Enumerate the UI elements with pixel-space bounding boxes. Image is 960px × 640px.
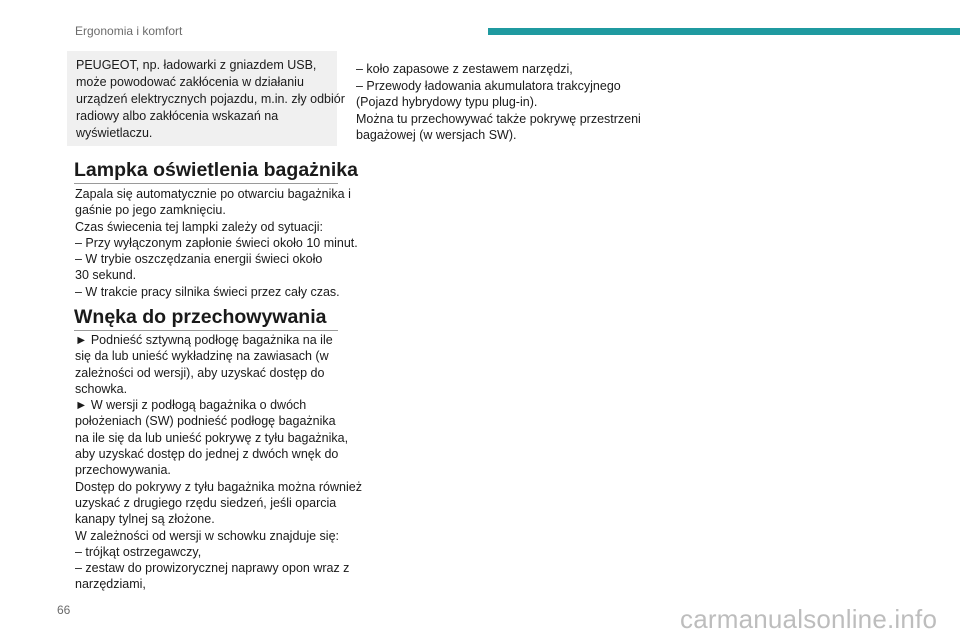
right-line: bagażowej (w wersjach SW). [356,128,517,143]
storage-line: kanapy tylnej są złożone. [75,512,215,527]
lamp-line: – W trakcie pracy silnika świeci przez cały czas. [75,284,340,299]
storage-line: ► W wersji z podłogą bagażnika o dwóch [75,398,307,413]
note-line: wyświetlaczu. [76,126,153,140]
storage-line: na ile się da lub unieść pokrywę z tyłu bagażnika, [75,430,349,445]
storage-heading-rule [74,330,338,331]
storage-heading: Wnęka do przechowywania [74,306,327,328]
lamp-line: 30 sekund. [75,268,137,283]
right-line: Można tu przechowywać także pokrywę przestrzeni [356,111,641,126]
storage-line: przechowywania. [75,463,171,478]
watermark-text: carmanualsonline.info [680,604,938,634]
lamp-heading-rule [74,183,338,184]
storage-line: W zależności od wersji w schowku znajduje się: [75,528,339,543]
lamp-line: gaśnie po jego zamknięciu. [75,203,226,218]
storage-line: schowka. [75,381,128,396]
lamp-line: – W trybie oszczędzania energii świeci około [75,252,323,267]
lamp-heading: Lampka oświetlenia bagażnika [74,159,358,181]
storage-line: zależności od wersji), aby uzyskać dostęp do [75,365,325,380]
section-title: Ergonomia i komfort [75,24,183,38]
note-line: urządzeń elektrycznych pojazdu, m.in. zły odbiór [76,92,345,106]
storage-line: narzędziami, [75,577,146,592]
storage-body [75,332,362,593]
storage-line: się da lub unieść wykładzinę na zawiasach (w [75,349,329,364]
note-line: radiowy albo zakłócenia wskazań na [76,109,279,123]
lamp-line: – Przy wyłączonym zapłonie świeci około 10 minut. [75,235,358,250]
note-text [76,57,345,142]
storage-line: – zestaw do prowizorycznej naprawy opon wraz z [75,561,350,576]
storage-line: Dostęp do pokrywy z tyłu bagażnika można również [75,479,362,494]
right-line: (Pojazd hybrydowy typu plug-in). [356,95,538,110]
right-line: – koło zapasowe z zestawem narzędzi, [356,62,573,76]
lamp-line: Czas świecenia tej lampki zależy od sytuacji: [75,219,324,234]
right-column-text [356,61,646,144]
note-line: PEUGEOT, np. ładowarki z gniazdem USB, [76,58,317,72]
storage-line: – trójkąt ostrzegawczy, [75,544,202,559]
storage-line: ► Podnieść sztywną podłogę bagażnika na ile [75,333,333,347]
storage-line: aby uzyskać dostęp do jednej z dwóch wnęk do [75,447,339,462]
right-line: – Przewody ładowania akumulatora trakcyjnego [356,78,621,93]
lamp-line: Zapala się automatycznie po otwarciu bagażnika i [75,187,351,201]
storage-line: uzyskać z drugiego rzędu siedzeń, jeśli oparcia [75,495,337,510]
section-accent-bar [488,28,960,35]
note-line: może powodować zakłócenia w działaniu [76,75,304,89]
lamp-body [75,186,358,300]
page-number: 66 [57,603,71,617]
storage-line: położeniach (SW) podnieść podłogę bagażnika [75,414,336,429]
